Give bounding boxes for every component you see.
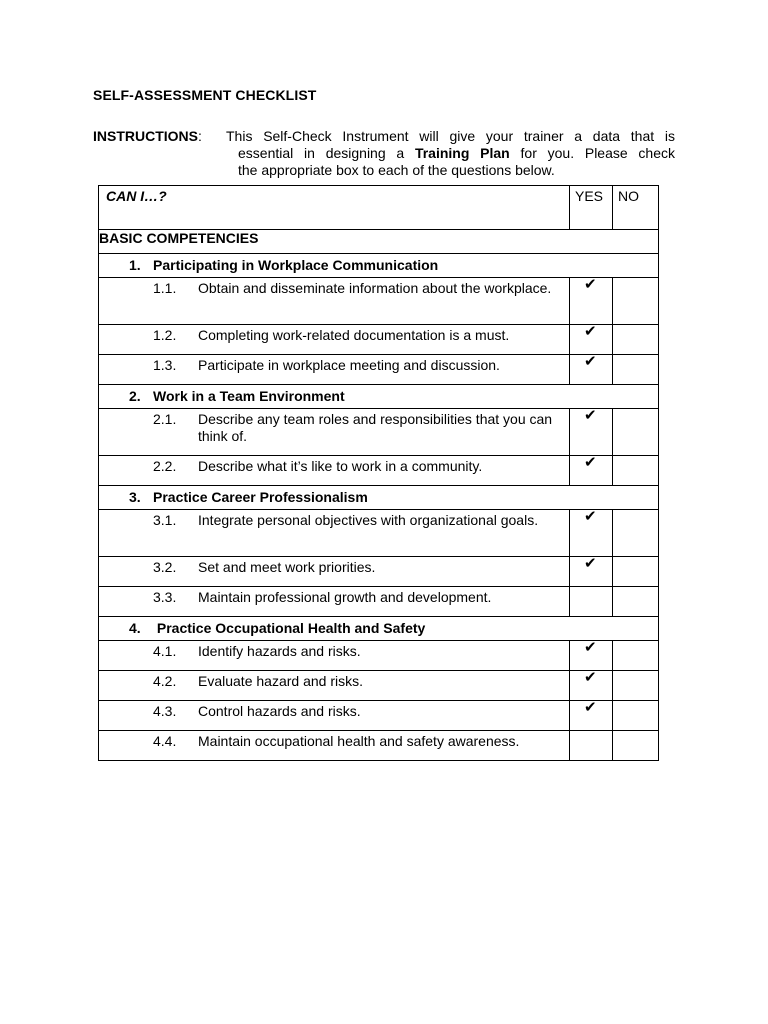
no-checkbox-cell[interactable]: [613, 278, 659, 325]
item-number: 4.3.: [153, 703, 177, 719]
check-mark-icon: ✔: [584, 507, 597, 525]
item-number: 4.1.: [153, 643, 177, 659]
checklist-item-row: [99, 557, 659, 587]
no-checkbox-cell[interactable]: [613, 557, 659, 587]
checklist-item-row: [99, 641, 659, 671]
group-label: Work in a Team Environment: [153, 388, 345, 404]
column-header-no: NO: [613, 186, 659, 230]
no-checkbox-cell[interactable]: [613, 731, 659, 761]
item-number: 4.2.: [153, 673, 177, 689]
no-checkbox-cell[interactable]: [613, 701, 659, 731]
group-number: 4.: [129, 620, 141, 636]
item-text: Evaluate hazard and risks.: [198, 673, 363, 689]
group-number: 2.: [129, 388, 141, 404]
item-number: 1.3.: [153, 357, 177, 373]
item-number: 3.3.: [153, 589, 177, 605]
yes-checkbox-cell[interactable]: [570, 554, 613, 587]
item-question: [99, 510, 570, 557]
yes-checkbox-cell[interactable]: [570, 507, 613, 557]
column-header-yes: YES: [570, 186, 613, 230]
item-number: 1.2.: [153, 327, 177, 343]
yes-checkbox-cell[interactable]: [570, 275, 613, 325]
instructions-line-2: essential in designing a Training Plan for you. Please check: [238, 145, 676, 161]
yes-checkbox-cell[interactable]: [570, 638, 613, 671]
no-checkbox-cell[interactable]: [613, 510, 659, 557]
item-text: Control hazards and risks.: [198, 703, 361, 719]
yes-checkbox-cell[interactable]: [570, 352, 613, 385]
yes-checkbox-cell[interactable]: [570, 587, 613, 617]
section-row: [99, 230, 659, 254]
item-number: 3.1.: [153, 512, 177, 528]
check-mark-icon: ✔: [584, 453, 597, 471]
group-title: [99, 617, 659, 641]
group-label: Participating in Workplace Communication: [153, 257, 439, 273]
no-checkbox-cell[interactable]: [613, 587, 659, 617]
item-question: [99, 587, 570, 617]
item-text: Identify hazards and risks.: [198, 643, 361, 659]
item-question: [99, 701, 570, 731]
item-text: Describe what it’s like to work in a community.: [198, 458, 483, 474]
checklist-item-row: [99, 278, 659, 325]
yes-checkbox-cell[interactable]: [570, 406, 613, 456]
item-text: Obtain and disseminate information about the workplace.: [198, 280, 552, 296]
item-question: [99, 641, 570, 671]
item-question: [99, 278, 570, 325]
check-mark-icon: ✔: [584, 275, 597, 293]
check-mark-icon: ✔: [584, 322, 597, 340]
yes-checkbox-cell[interactable]: [570, 731, 613, 761]
no-checkbox-cell[interactable]: [613, 671, 659, 701]
item-number: 3.2.: [153, 559, 177, 575]
checklist-item-row: [99, 409, 659, 456]
table-header-row: [99, 186, 659, 230]
group-number: 3.: [129, 489, 141, 505]
yes-checkbox-cell[interactable]: [570, 453, 613, 486]
item-question: [99, 557, 570, 587]
group-row: [99, 385, 659, 409]
checklist-item-row: [99, 701, 659, 731]
section-title: BASIC COMPETENCIES: [99, 230, 659, 254]
group-number: 1.: [129, 257, 141, 273]
item-text: Set and meet work priorities.: [198, 559, 376, 575]
item-text: Completing work-related documentation is a must.: [198, 327, 510, 343]
check-mark-icon: ✔: [584, 698, 597, 716]
checklist-item-row: [99, 671, 659, 701]
item-text: Participate in workplace meeting and discussion.: [198, 357, 500, 373]
checklist-item-row: [99, 325, 659, 355]
item-question: [99, 731, 570, 761]
check-mark-icon: ✔: [584, 668, 597, 686]
item-text: Integrate personal objectives with organizational goals.: [198, 512, 539, 528]
no-checkbox-cell[interactable]: [613, 641, 659, 671]
group-label: Practice Occupational Health and Safety: [153, 620, 426, 636]
no-checkbox-cell[interactable]: [613, 355, 659, 385]
item-question: [99, 409, 570, 456]
check-mark-icon: ✔: [584, 352, 597, 370]
item-question: [99, 325, 570, 355]
no-checkbox-cell[interactable]: [613, 325, 659, 355]
item-question: [99, 671, 570, 701]
group-row: [99, 617, 659, 641]
item-text: Maintain professional growth and development.: [198, 589, 492, 605]
item-question: [99, 456, 570, 486]
group-row: [99, 254, 659, 278]
checklist-table: [98, 185, 659, 761]
column-header-question: CAN I…?: [99, 186, 570, 230]
checklist-item-row: [99, 510, 659, 557]
item-number: 1.1.: [153, 280, 177, 296]
item-text: Describe any team roles and responsibilities that you can think of.: [198, 411, 553, 444]
checklist-item-row: [99, 731, 659, 761]
yes-checkbox-cell[interactable]: [570, 668, 613, 701]
group-title: [99, 385, 659, 409]
group-row: [99, 486, 659, 510]
checklist-item-row: [99, 587, 659, 617]
yes-checkbox-cell[interactable]: [570, 698, 613, 731]
item-number: 2.2.: [153, 458, 177, 474]
group-label: Practice Career Professionalism: [153, 489, 368, 505]
item-text: Maintain occupational health and safety awareness.: [198, 733, 520, 749]
item-number: 4.4.: [153, 733, 177, 749]
item-number: 2.1.: [153, 411, 177, 427]
instructions-line-3: the appropriate box to each of the questions below.: [238, 162, 555, 178]
yes-checkbox-cell[interactable]: [570, 322, 613, 355]
group-title: [99, 254, 659, 278]
group-title: [99, 486, 659, 510]
checklist-item-row: [99, 355, 659, 385]
no-checkbox-cell[interactable]: [613, 456, 659, 486]
item-question: [99, 355, 570, 385]
instructions: [93, 128, 675, 179]
check-mark-icon: ✔: [584, 406, 597, 424]
checklist-item-row: [99, 456, 659, 486]
instructions-line-1: This Self-Check Instrument will give your trainer a data that is: [226, 128, 675, 144]
no-checkbox-cell[interactable]: [613, 409, 659, 456]
check-mark-icon: ✔: [584, 554, 597, 572]
instructions-label: INSTRUCTIONS:: [93, 128, 202, 144]
check-mark-icon: ✔: [584, 638, 597, 656]
page-title: SELF-ASSESSMENT CHECKLIST: [93, 87, 317, 103]
